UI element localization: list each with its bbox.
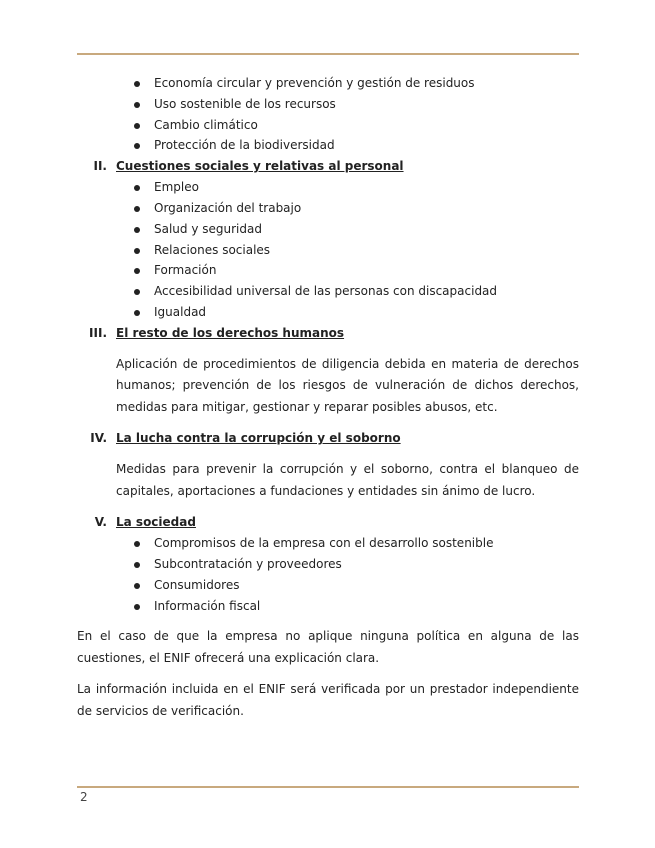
list-item-text: Subcontratación y proveedores — [154, 557, 342, 572]
bullet-icon — [134, 102, 140, 108]
section-title: La sociedad — [116, 515, 196, 530]
list-item-text: Cambio climático — [154, 117, 258, 132]
section-title: La lucha contra la corrupción y el soborno — [116, 431, 401, 446]
document-body — [77, 73, 579, 722]
list-item — [77, 281, 579, 302]
bullet-icon — [134, 227, 140, 233]
section-numeral: IV. — [90, 431, 107, 446]
list-item — [77, 73, 579, 94]
section-bullet-list — [77, 177, 579, 323]
list-item-text: Relaciones sociales — [154, 242, 271, 257]
bullet-icon — [134, 289, 140, 295]
bullet-icon — [134, 143, 140, 149]
body-paragraph: En el caso de que la empresa no aplique ninguna política en alguna de las cuestiones, el ENIF ofrecerá una explicación clara. — [77, 629, 579, 665]
list-item — [77, 554, 579, 575]
section-text: Medidas para prevenir la corrupción y el soborno, contra el blanqueo de capitales, aportaciones a fundaciones y entidades sin ánimo de lucro. — [116, 462, 579, 498]
section-heading — [77, 428, 579, 449]
list-item — [77, 596, 579, 617]
section-numeral: III. — [89, 325, 107, 340]
footer-rule — [77, 786, 579, 788]
list-item — [77, 533, 579, 554]
header-rule — [77, 53, 579, 55]
list-item-text: Consumidores — [154, 577, 240, 592]
bullet-icon — [134, 541, 140, 547]
list-item — [77, 240, 579, 261]
section-title: Cuestiones sociales y relativas al personal — [116, 159, 404, 174]
section-numeral: V. — [94, 515, 107, 530]
list-item-text: Salud y seguridad — [154, 221, 262, 236]
bullet-icon — [134, 81, 140, 87]
list-item — [77, 94, 579, 115]
list-item-text: Empleo — [154, 180, 199, 195]
bullet-icon — [134, 206, 140, 212]
section-bullet-list — [77, 533, 579, 616]
bullet-icon — [134, 248, 140, 254]
list-item — [77, 260, 579, 281]
list-item — [77, 198, 579, 219]
list-item — [77, 219, 579, 240]
bullet-icon — [134, 268, 140, 274]
list-item-text: Igualdad — [154, 304, 207, 319]
section-heading — [77, 156, 579, 177]
bullet-icon — [134, 604, 140, 610]
list-item — [77, 302, 579, 323]
list-item-text: Economía circular y prevención y gestión de residuos — [154, 76, 475, 90]
section-heading — [77, 512, 579, 533]
list-item-text: Información fiscal — [154, 598, 261, 613]
list-item-text: Accesibilidad universal de las personas con discapacidad — [154, 284, 498, 299]
bullet-icon — [134, 310, 140, 316]
body-paragraph: La información incluida en el ENIF será verificada por un prestador independiente de servicios de verificación. — [77, 682, 579, 718]
section-text: Aplicación de procedimientos de diligencia debida en materia de derechos humanos; prevención de los riesgos de vulneración de dichos derechos, medidas para mitigar, gestionar y reparar posibles abusos, etc. — [116, 356, 579, 414]
section-title: El resto de los derechos humanos — [116, 325, 345, 340]
bullet-icon — [134, 583, 140, 589]
list-item-text: Compromisos de la empresa con el desarrollo sostenible — [154, 536, 494, 551]
list-item — [77, 575, 579, 596]
bullet-icon — [134, 123, 140, 129]
section-heading — [77, 323, 579, 344]
page-number: 2 — [80, 790, 88, 804]
list-item — [77, 177, 579, 198]
intro-bullet-list — [77, 73, 579, 156]
bullet-icon — [134, 562, 140, 568]
list-item-text: Uso sostenible de los recursos — [154, 96, 336, 111]
list-item-text: Protección de la biodiversidad — [154, 138, 335, 153]
list-item-text: Organización del trabajo — [154, 200, 302, 215]
list-item-text: Formación — [154, 263, 217, 278]
list-item — [77, 115, 579, 136]
bullet-icon — [134, 185, 140, 191]
list-item — [77, 135, 579, 156]
section-numeral: II. — [93, 159, 107, 174]
